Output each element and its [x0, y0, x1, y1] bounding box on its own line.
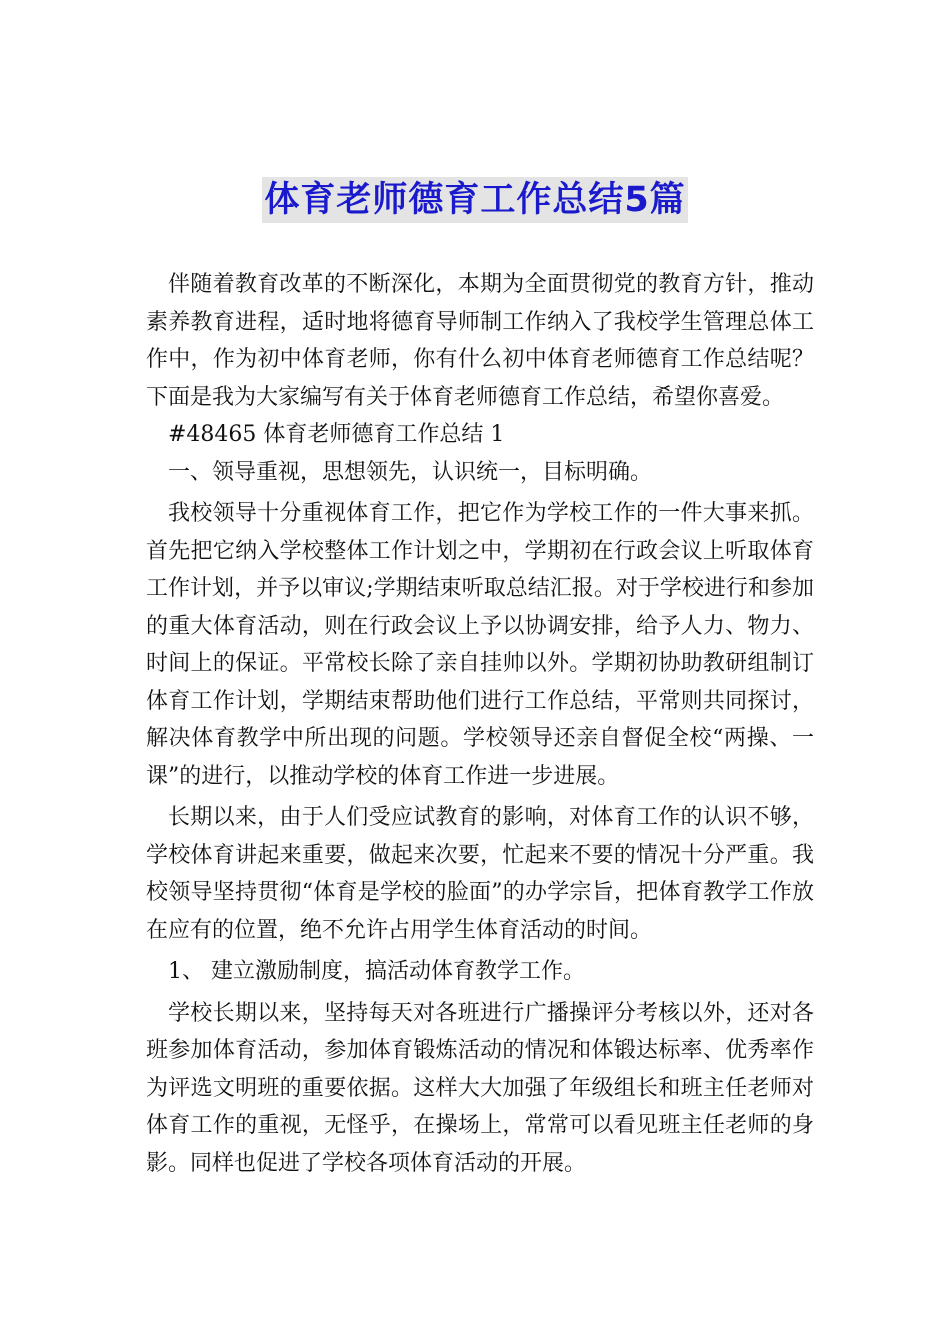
intro-paragraph: 伴随着教育改革的不断深化，本期为全面贯彻党的教育方针，推动素养教育进程，适时地将德育导师制工作纳入了我校学生管理总体工作中，作为初中体育老师，你有什么初中体育老师德育工作总结呢？下面是我为大家编写有关于体育老师德育工作总结，希望你喜爱。 — [146, 272, 814, 410]
document-body — [146, 266, 814, 1182]
body-paragraph: 我校领导十分重视体育工作，把它作为学校工作的一件大事来抓。首先把它纳入学校整体工作计划之中，学期初在行政会议上听取体育工作计划，并予以审议;学期结束听取总结汇报。对于学校进行和参加的重大体育活动，则在行政会议上予以协调安排，给予人力、物力、时间上的保证。平常校长除了亲自挂帅以外。学期初协助教研组制订体育工作计划，学期结束帮助他们进行工作总结，平常则共同探讨，解决体育教学中所出现的问题。学校领导还亲自督促全校“两操、一课”的进行，以推动学校的体育工作进一步进展。 — [146, 501, 814, 789]
body-paragraph: 长期以来，由于人们受应试教育的影响，对体育工作的认识不够，学校体育讲起来重要，做起来次要，忙起来不要的情况十分严重。我校领导坚持贯彻“体育是学校的脸面”的办学宗旨，把体育教学工作放在应有的位置，绝不允许占用学生体育活动的时间。 — [146, 805, 814, 943]
list-item-heading: 1、 建立激励制度，搞活动体育教学工作。 — [168, 959, 585, 984]
title-container — [0, 177, 950, 223]
body-paragraph: 学校长期以来，坚持每天对各班进行广播操评分考核以外，还对各班参加体育活动，参加体育锻炼活动的情况和体锻达标率、优秀率作为评选文明班的重要依据。这样大大加强了年级组长和班主任老师对体育工作的重视，无怪乎，在操场上，常常可以看见班主任老师的身影。同样也促进了学校各项体育活动的开展。 — [146, 1000, 814, 1176]
document-title: 体育老师德育工作总结5篇 — [262, 177, 687, 223]
section-heading: #48465 体育老师德育工作总结 1 — [168, 422, 505, 447]
subsection-heading: 一、领导重视，思想领先，认识统一，目标明确。 — [168, 459, 653, 485]
